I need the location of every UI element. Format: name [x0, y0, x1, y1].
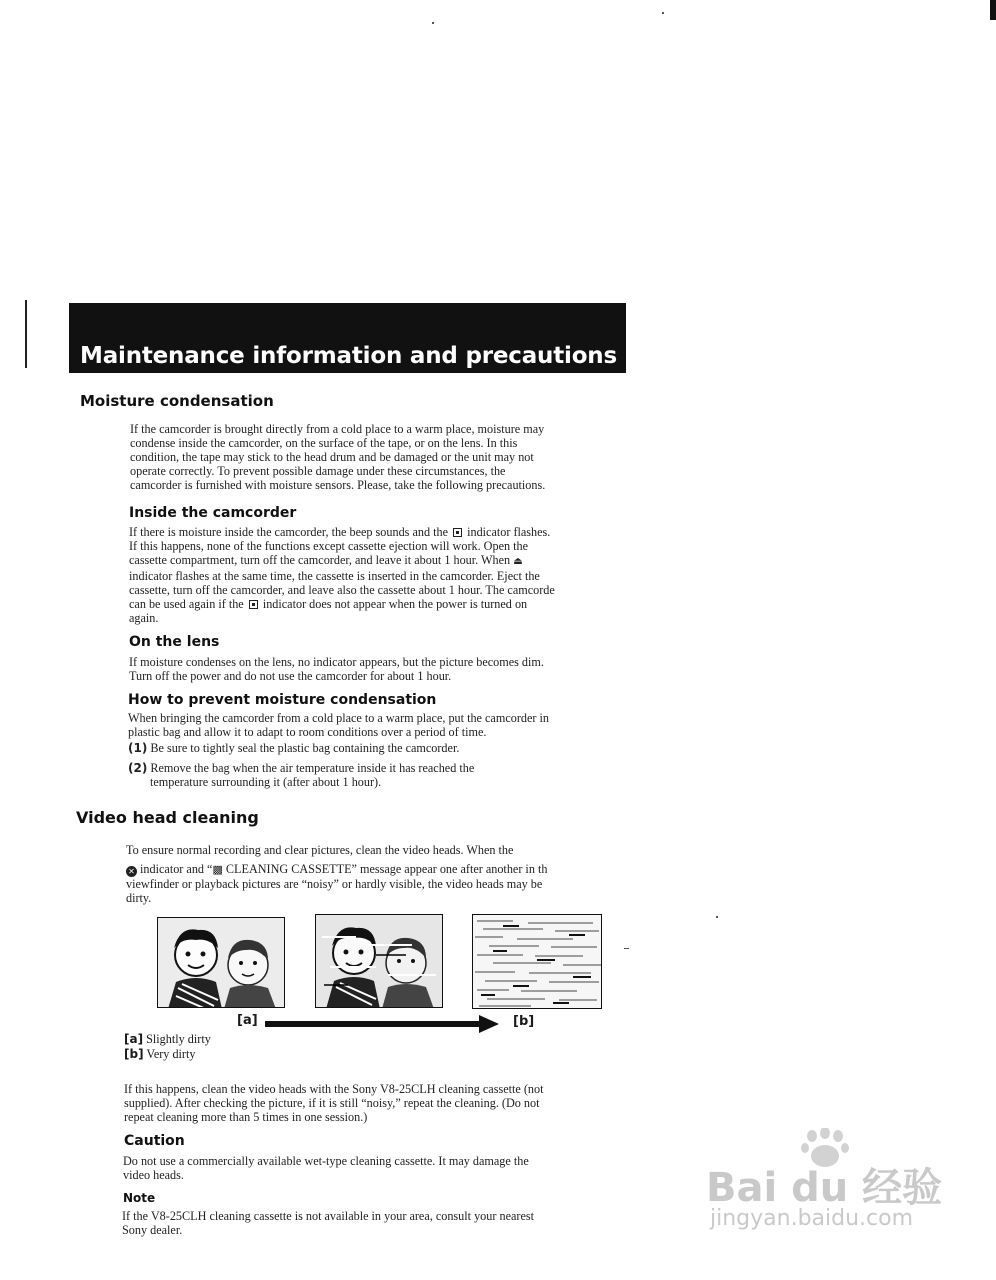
video-head-intro: To ensure normal recording and clear pictures, clean the video heads. When the ✕ indicator and “▩ CLEANING CASSETTE” message appear one after another in th viewfinder or playback pictures are “noisy” or hardly visible, the video heads may be dirty. — [126, 843, 548, 905]
moisture-intro: If the camcorder is brought directly from a cold place to a warm place, moisture may condense inside the camcorder, on the surface of the tape, or on the lens. In this condition, the tape may stick to the head drum and be damaged or the unit may not operate correctly. To prevent possible damage under these circumstances, the camcorder is furnished with moisture sensors. Please, take the following precautions. — [130, 422, 546, 492]
cleaning-instructions: If this happens, clean the video heads with the Sony V8-25CLH cleaning cassette (not supplied). After checking the picture, if it is still “noisy,” repeat the cleaning. (Do not repeat cleaning more than 5 times in one session.) — [124, 1082, 544, 1124]
prevent-paragraph: When bringing the camcorder from a cold place to a warm place, put the camcorder in plastic bag and allow it to adapt to room conditions over a period of time. — [128, 711, 549, 739]
page-title: Maintenance information and precautions — [80, 343, 617, 369]
section-heading-video-head: Video head cleaning — [76, 808, 259, 827]
progression-arrow — [265, 1015, 499, 1038]
watermark-brand: Bai du 经验 — [706, 1165, 943, 1211]
margin-mark — [25, 300, 27, 368]
screen-image-slightly-dirty — [315, 914, 443, 1008]
lens-paragraph: If moisture condenses on the lens, no indicator appears, but the picture becomes dim. Turn off the power and do not use the camcorder for about 1 hour. — [129, 655, 544, 683]
figure-label-a: [a] — [237, 1013, 258, 1028]
caution-heading: Caution — [124, 1133, 185, 1149]
legend-item: [b] Very dirty — [124, 1047, 196, 1061]
note-heading: Note — [123, 1191, 156, 1205]
moisture-indicator-icon — [249, 600, 258, 609]
inside-paragraph: If there is moisture inside the camcorder, the beep sounds and the indicator flashes. If this happens, none of the functions except cassette ejection will work. Open the cassette compartment, turn off the camcorder, and leave it about 1 hour. When ⏏ indicator flashes at the same time, the cassette is inserted in the camcorder. Eject the cassette, turn off the camcorder, and leave also the cassette about 1 hour. The camcorde can be used again if the indicator does not appear when the power is turned on again. — [129, 525, 555, 625]
note-paragraph: If the V8-25CLH cleaning cassette is not available in your area, consult your nearest Sony dealer. — [122, 1209, 534, 1237]
subheading-lens: On the lens — [129, 634, 220, 650]
corner-mark — [990, 0, 996, 20]
eject-icon: ⏏ — [513, 556, 523, 567]
screen-image-clean — [157, 917, 285, 1008]
legend-item: [a] Slightly dirty — [124, 1032, 211, 1046]
subheading-inside: Inside the camcorder — [129, 505, 297, 521]
prevent-step-1: (1) Be sure to tightly seal the plastic bag containing the camcorder. — [128, 741, 460, 755]
moisture-indicator-icon — [453, 528, 462, 537]
figure-label-b: [b] — [513, 1014, 535, 1029]
watermark-url: jingyan.baidu.com — [710, 1206, 914, 1231]
head-warning-icon: ✕ — [126, 866, 137, 877]
prevent-step-2: (2) Remove the bag when the air temperature inside it has reached the temperature surrounding it (after about 1 hour). — [128, 761, 475, 789]
caution-paragraph: Do not use a commercially available wet-type cleaning cassette. It may damage the video heads. — [123, 1154, 529, 1182]
cleaning-cassette-icon: ▩ — [212, 863, 223, 876]
screen-image-very-dirty — [472, 914, 602, 1009]
title-banner — [69, 303, 626, 373]
subheading-prevent: How to prevent moisture condensation — [128, 692, 437, 708]
figure-legend — [124, 1032, 211, 1062]
section-heading-moisture: Moisture condensation — [80, 392, 274, 410]
